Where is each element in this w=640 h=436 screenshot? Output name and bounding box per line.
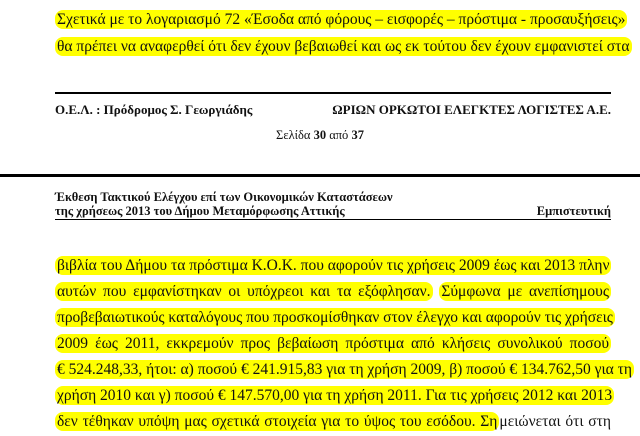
body-text-line [55,412,611,432]
highlighted-text: € 524.248,33, ήτοι: α) ποσού € 241.915,83 για τη χρήση 2009, β) ποσού € 134.762,50 για τη [57,361,632,378]
highlighted-text: αυτών που εμφανίστηκαν οι υπόχρεοι και τα εξόφλησαν. [57,283,431,300]
body-text-line [55,308,611,328]
body-text-line [55,360,632,380]
header-title-line2: της χρήσεως 2013 του Δήμου Μεταμόρφωσης Αττικής [55,204,345,218]
highlighted-text: Σύμφωνα με ανεπίσημους [441,283,609,300]
body-text-line [55,282,611,302]
highlighted-text: θα πρέπει να αναφερθεί ότι δεν έχουν βεβαιωθεί και ως εκ τούτου δεν έχουν εμφανιστεί στα [57,38,630,55]
highlighted-text: βιβλία του Δήμου τα πρόστιμα Κ.Ο.Κ. που αφορούν τις χρήσεις 2009 έως και 2013 πλην [57,257,610,274]
highlighted-text: δεν τέθηκαν υπόψη μας σχετικά στοιχεία για το ύψος του εσόδου. Ση [57,413,498,430]
highlighted-text: 2009 έως 2011, εκκρεμούν προς βεβαίωση πρόστιμα από κλήσεις συνολικού ποσού [57,335,609,352]
footer-rule [55,92,611,94]
body-text-line [55,256,611,276]
plain-text: μειώνεται ότι στη [499,413,611,430]
page-number [0,128,640,143]
page-of: από [329,128,349,142]
header-confidential: Εμπιστευτική [536,204,611,218]
highlighted-text: χρήση 2010 και γ) ποσού € 147.570,00 για τη χρήση 2011. Για τις χρήσεις 2012 και 2013 [57,387,613,404]
body-text-line [55,334,611,354]
footer-left: Ο.Ε.Λ. : Πρόδρομος Σ. Γεωργιάδης [55,102,253,117]
highlighted-text: προβεβαιωτικούς καταλόγους που προσκομίσθηκαν στον έλεγχο και αφορούν τις χρήσεις [57,309,613,326]
page-total: 37 [351,128,364,142]
body-text-line [55,386,611,406]
header-rule [55,219,611,220]
page-current: 30 [313,128,327,142]
header-title-line1: Έκθεση Τακτικού Ελέγχου επί των Οικονομικών Καταστάσεων [55,190,393,204]
footer-right: ΩΡΙΩΝ ΟΡΚΩΤΟΙ ΕΛΕΓΚΤΕΣ ΛΟΓΙΣΤΕΣ Α.Ε. [332,102,611,117]
page-label: Σελίδα [276,128,311,142]
highlighted-text: Σχετικά με το λογαριασμό 72 «Έσοδα από φόρους – εισφορές – πρόστιμα - προσαυξήσεις» [57,11,626,28]
body-text-line [55,10,626,30]
body-text-line [55,37,630,57]
page-divider [0,174,640,177]
